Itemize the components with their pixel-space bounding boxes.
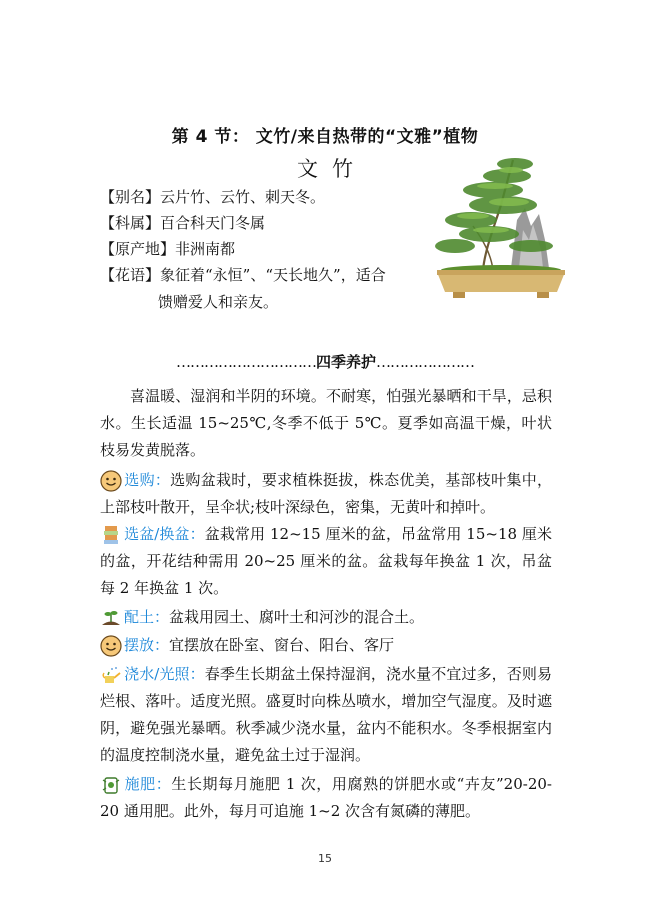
info-label: 【原产地】 [100, 240, 176, 258]
fertilizer-bag-icon [100, 774, 122, 796]
info-value: 百合科天门冬属 [160, 214, 266, 232]
intro-text: 喜温暖、湿润和半阴的环境。不耐寒，怕强光暴晒和干旱，忌积水。生长适温 15~25℃,冬季不低于 5℃。夏季如高温干燥，叶状枝易发黄脱落。 [100, 387, 552, 459]
care-label: 配土： [124, 608, 170, 626]
info-value: 云片竹、云竹、刺天冬。 [160, 188, 326, 206]
care-label: 选购： [124, 471, 171, 489]
sprout-soil-icon [100, 607, 122, 629]
info-value: 非洲南都 [175, 240, 236, 258]
care-header [0, 351, 650, 372]
care-label: 选盆/换盆： [124, 525, 205, 543]
watering-can-icon [100, 664, 122, 686]
info-label: 【科属】 [100, 214, 161, 232]
care-item-buy [100, 467, 552, 521]
care-header-dots-right: ………………… [376, 353, 474, 371]
care-text: 盆栽常用 12~15 厘米的盆，吊盆常用 15~18 厘米的盆，开花结种需用 20~25 厘米的盆。盆栽每年换盆 1 次，吊盆每 2 年换盆 1 次。 [100, 525, 553, 597]
info-row-flower-language-cont: 馈赠爱人和亲友。 [158, 293, 279, 311]
info-row-flower-language [100, 263, 386, 287]
care-text: 盆栽用园土、腐叶土和河沙的混合土。 [169, 608, 425, 626]
section-title: 第 4 节： 文竹/来自热带的“文雅”植物 [171, 127, 479, 147]
care-text: 春季生长期盆土保持湿润，浇水量不宜过多，否则易烂根、落叶。适度光照。盛夏时向株丛喷水，增加空气湿度。及时遮阴，避免强光暴晒。秋季减少浇水量，盆内不能积水。冬季根据室内的温度控制浇水量，避免盆土过于湿润。 [100, 665, 552, 764]
care-text: 选购盆栽时，要求植株挺拔，株态优美，基部枝叶集中，上部枝叶散开，呈伞状;枝叶深绿色，密集，无黄叶和掉叶。 [100, 471, 552, 516]
care-item-fertilizer [100, 771, 552, 825]
info-label: 【别名】 [100, 188, 161, 206]
care-header-title: 四季养护 [315, 353, 376, 371]
care-label: 施肥： [124, 775, 172, 793]
care-label: 摆放： [124, 636, 170, 654]
info-row-family [100, 211, 265, 235]
care-item-pot [100, 521, 552, 602]
info-row-origin [100, 237, 235, 261]
care-item-placement [100, 632, 552, 659]
smiley-icon [100, 635, 122, 657]
care-item-soil [100, 604, 552, 631]
plant-name: 文竹 [297, 157, 367, 181]
intro-paragraph [100, 383, 552, 464]
care-label: 浇水/光照： [124, 665, 205, 683]
care-text: 生长期每月施肥 1 次，用腐熟的饼肥水或“卉友”20-20-20 通用肥。此外，每月可追施 1~2 次含有氮磷的薄肥。 [100, 775, 552, 820]
page-number: 15 [318, 852, 332, 865]
care-text: 宜摆放在卧室、窗台、阳台、客厅 [169, 636, 395, 654]
asparagus-fern-bonsai-image [433, 150, 569, 305]
care-item-water-light [100, 661, 552, 769]
info-row-alias [100, 185, 325, 209]
info-value: 象征着“永恒”、“天长地久”，适合 [160, 266, 386, 284]
care-header-dots-left: ………………………… [175, 353, 316, 371]
smiley-icon [100, 470, 122, 492]
flowerpot-stack-icon [100, 524, 122, 546]
info-label: 【花语】 [100, 266, 161, 284]
